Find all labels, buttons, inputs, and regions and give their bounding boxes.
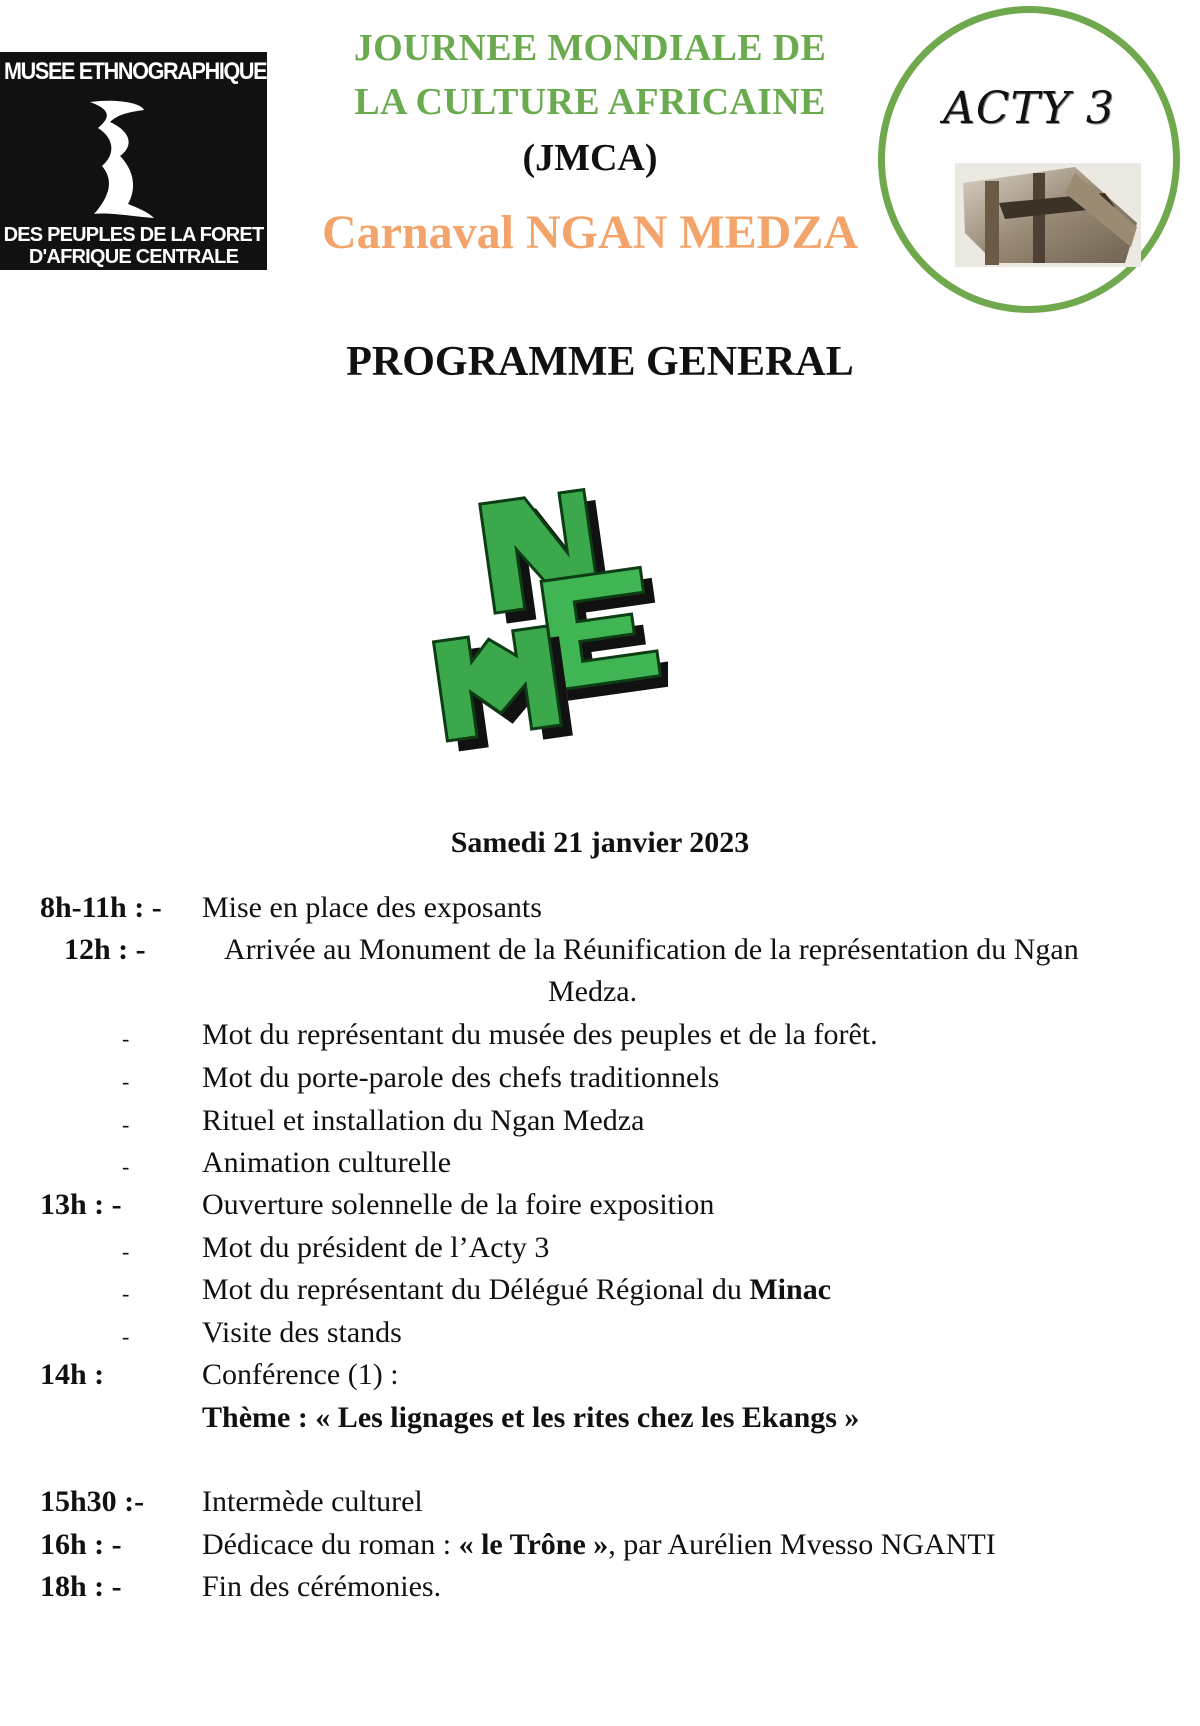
header-line3: (JMCA) xyxy=(522,137,658,179)
schedule-subitem-text: Mot du représentant du Délégué Régional du xyxy=(202,1273,750,1306)
time-label: 15h30 :- xyxy=(40,1485,145,1518)
bullet-dash: - xyxy=(122,1112,130,1137)
ngan-medza-logo-icon xyxy=(418,468,668,753)
bullet-dash: - xyxy=(122,1324,130,1349)
minac-label: Minac xyxy=(749,1273,832,1306)
schedule-item-text: Dédicace du roman : xyxy=(202,1528,459,1561)
schedule-item: Conférence (1) : xyxy=(202,1358,399,1391)
schedule-item: Mise en place des exposants xyxy=(202,891,542,924)
museum-logo-line2: DES PEUPLES DE LA FORET xyxy=(3,224,264,246)
museum-logo xyxy=(0,52,392,270)
header-line1: JOURNEE MONDIALE DE xyxy=(353,27,827,69)
schedule-item: Intermède culturel xyxy=(202,1485,423,1518)
time-label: 8h-11h : - xyxy=(40,891,162,924)
time-label: 12h : - xyxy=(64,933,146,966)
schedule-subitem: Mot du représentant du musée des peuples et de la forêt. xyxy=(202,1018,878,1051)
schedule-item: Ouverture solennelle de la foire exposition xyxy=(202,1188,715,1221)
time-label: 18h : - xyxy=(40,1570,122,1603)
schedule-subitem: Mot du président de l’Acty 3 xyxy=(202,1231,550,1264)
header-line2: LA CULTURE AFRICAINE xyxy=(354,81,826,123)
schedule-subitem: Rituel et installation du Ngan Medza xyxy=(202,1104,645,1137)
bullet-dash: - xyxy=(122,1154,130,1179)
programme-title: PROGRAMME GENERAL xyxy=(346,339,854,385)
acty-label: ACTY 3 xyxy=(943,83,1115,134)
schedule-item: Fin des cérémonies. xyxy=(202,1570,442,1603)
time-label: 16h : - xyxy=(40,1528,122,1561)
bullet-dash: - xyxy=(122,1281,130,1306)
bullet-dash: - xyxy=(122,1239,130,1264)
event-date: Samedi 21 janvier 2023 xyxy=(450,826,750,859)
schedule-item: Arrivée au Monument de la Réunification de la représentation du Ngan xyxy=(224,933,1079,966)
museum-logo-line1: MUSEE ETHNOGRAPHIQUE ET HISTOIRE xyxy=(4,58,392,85)
schedule-subitem: Animation culturelle xyxy=(202,1146,452,1179)
schedule-item-text: , par Aurélien Mvesso NGANTI xyxy=(608,1528,996,1561)
schedule-item xyxy=(202,1530,996,1560)
schedule-subitem xyxy=(202,1275,831,1305)
schedule-subitem: Mot du porte-parole des chefs traditionnels xyxy=(202,1061,720,1094)
time-label: 13h : - xyxy=(40,1188,122,1221)
conference-theme: Thème : « Les lignages et les rites chez les Ekangs » xyxy=(202,1401,860,1434)
book-title: « le Trône » xyxy=(458,1528,609,1561)
schedule-item-continued: Medza. xyxy=(548,975,638,1008)
wooden-structure-photo xyxy=(955,163,1141,267)
museum-logo-line3: D'AFRIQUE CENTRALE xyxy=(28,246,239,268)
time-label: 14h : xyxy=(40,1358,105,1391)
museum-emblem-icon xyxy=(80,96,160,221)
event-subtitle: Carnaval NGAN MEDZA xyxy=(322,206,858,259)
acty-badge xyxy=(878,6,1180,313)
schedule-subitem: Visite des stands xyxy=(202,1316,402,1349)
bullet-dash: - xyxy=(122,1069,130,1094)
bullet-dash: - xyxy=(122,1026,130,1051)
